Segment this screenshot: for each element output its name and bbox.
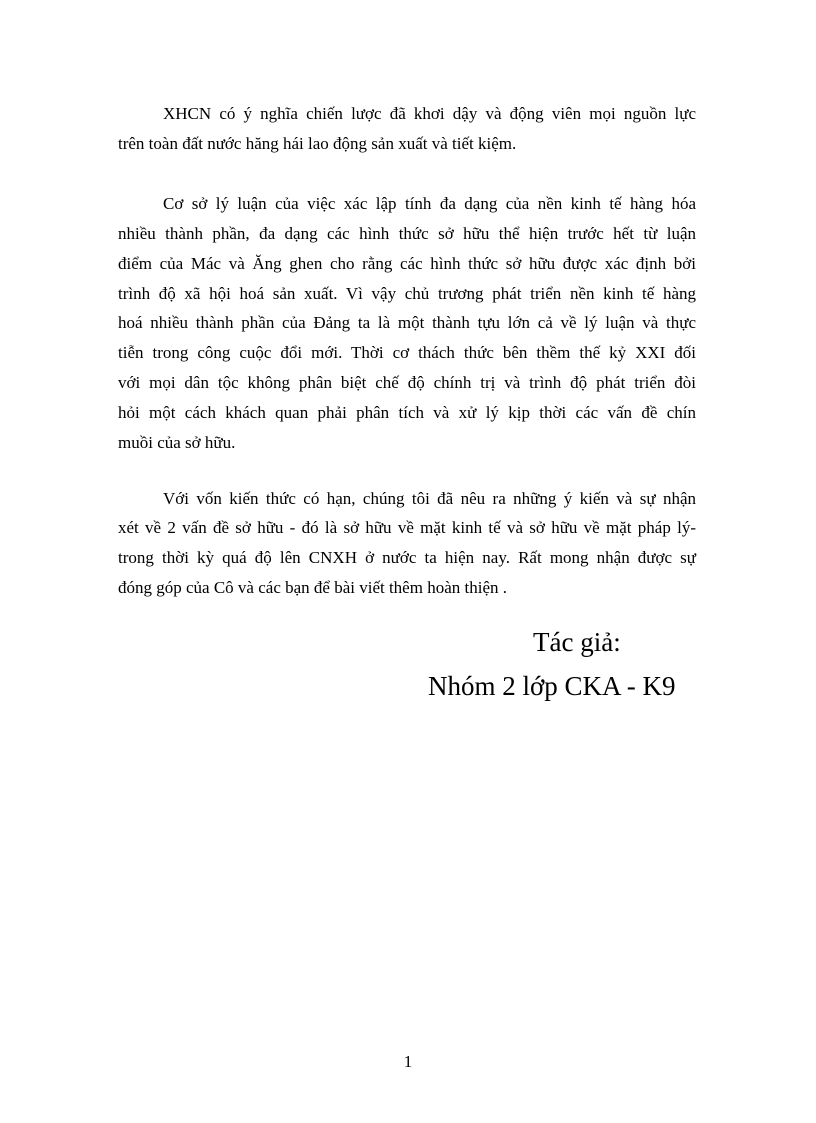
paragraph-line: nhiều thành phần, đa dạng các hình thức sở hữu thể hiện trước hết từ luận bbox=[118, 224, 696, 243]
signature-author: Nhóm 2 lớp CKA - K9 bbox=[428, 671, 676, 701]
paragraph-line: hỏi một cách khách quan phải phân tích và xử lý kịp thời các vấn đề chín bbox=[118, 403, 696, 422]
page-number: 1 bbox=[403, 1052, 413, 1071]
paragraph-line: hoá nhiều thành phần của Đảng ta là một thành tựu lớn cả về lý luận và thực bbox=[118, 313, 696, 332]
paragraph-line: Cơ sở lý luận của việc xác lập tính đa dạng của nền kinh tế hàng hóa bbox=[163, 194, 696, 213]
paragraph-line: muồi của sở hữu. bbox=[118, 433, 236, 452]
paragraph-line: trong thời kỳ quá độ lên CNXH ở nước ta hiện nay. Rất mong nhận được sự bbox=[118, 548, 696, 567]
paragraph-line: tiễn trong công cuộc đổi mới. Thời cơ thách thức bên thềm thế kỷ XXI đối bbox=[118, 343, 696, 362]
paragraph-line: xét về 2 vấn đề sở hữu - đó là sở hữu về mặt kinh tế và sở hữu về mặt pháp lý- bbox=[118, 518, 696, 537]
paragraph-line: trình độ xã hội hoá sản xuất. Vì vậy chủ trương phát triển nền kinh tế hàng bbox=[118, 284, 696, 303]
paragraph-line: điểm của Mác và Ăng ghen cho rằng các hình thức sở hữu được xác định bởi bbox=[118, 254, 696, 273]
paragraph-line: Với vốn kiến thức có hạn, chúng tôi đã nêu ra những ý kiến và sự nhận bbox=[163, 489, 696, 508]
paragraph-line: XHCN có ý nghĩa chiến lược đã khơi dậy và động viên mọi nguồn lực bbox=[163, 104, 696, 123]
paragraph-line: đóng góp của Cô và các bạn để bài viết thêm hoàn thiện . bbox=[118, 578, 507, 597]
paragraph-line: trên toàn đất nước hăng hái lao động sản xuất và tiết kiệm. bbox=[118, 134, 517, 153]
signature-label: Tác giả: bbox=[533, 627, 621, 657]
paragraph-line: với mọi dân tộc không phân biệt chế độ chính trị và trình độ phát triển đòi bbox=[118, 373, 696, 392]
